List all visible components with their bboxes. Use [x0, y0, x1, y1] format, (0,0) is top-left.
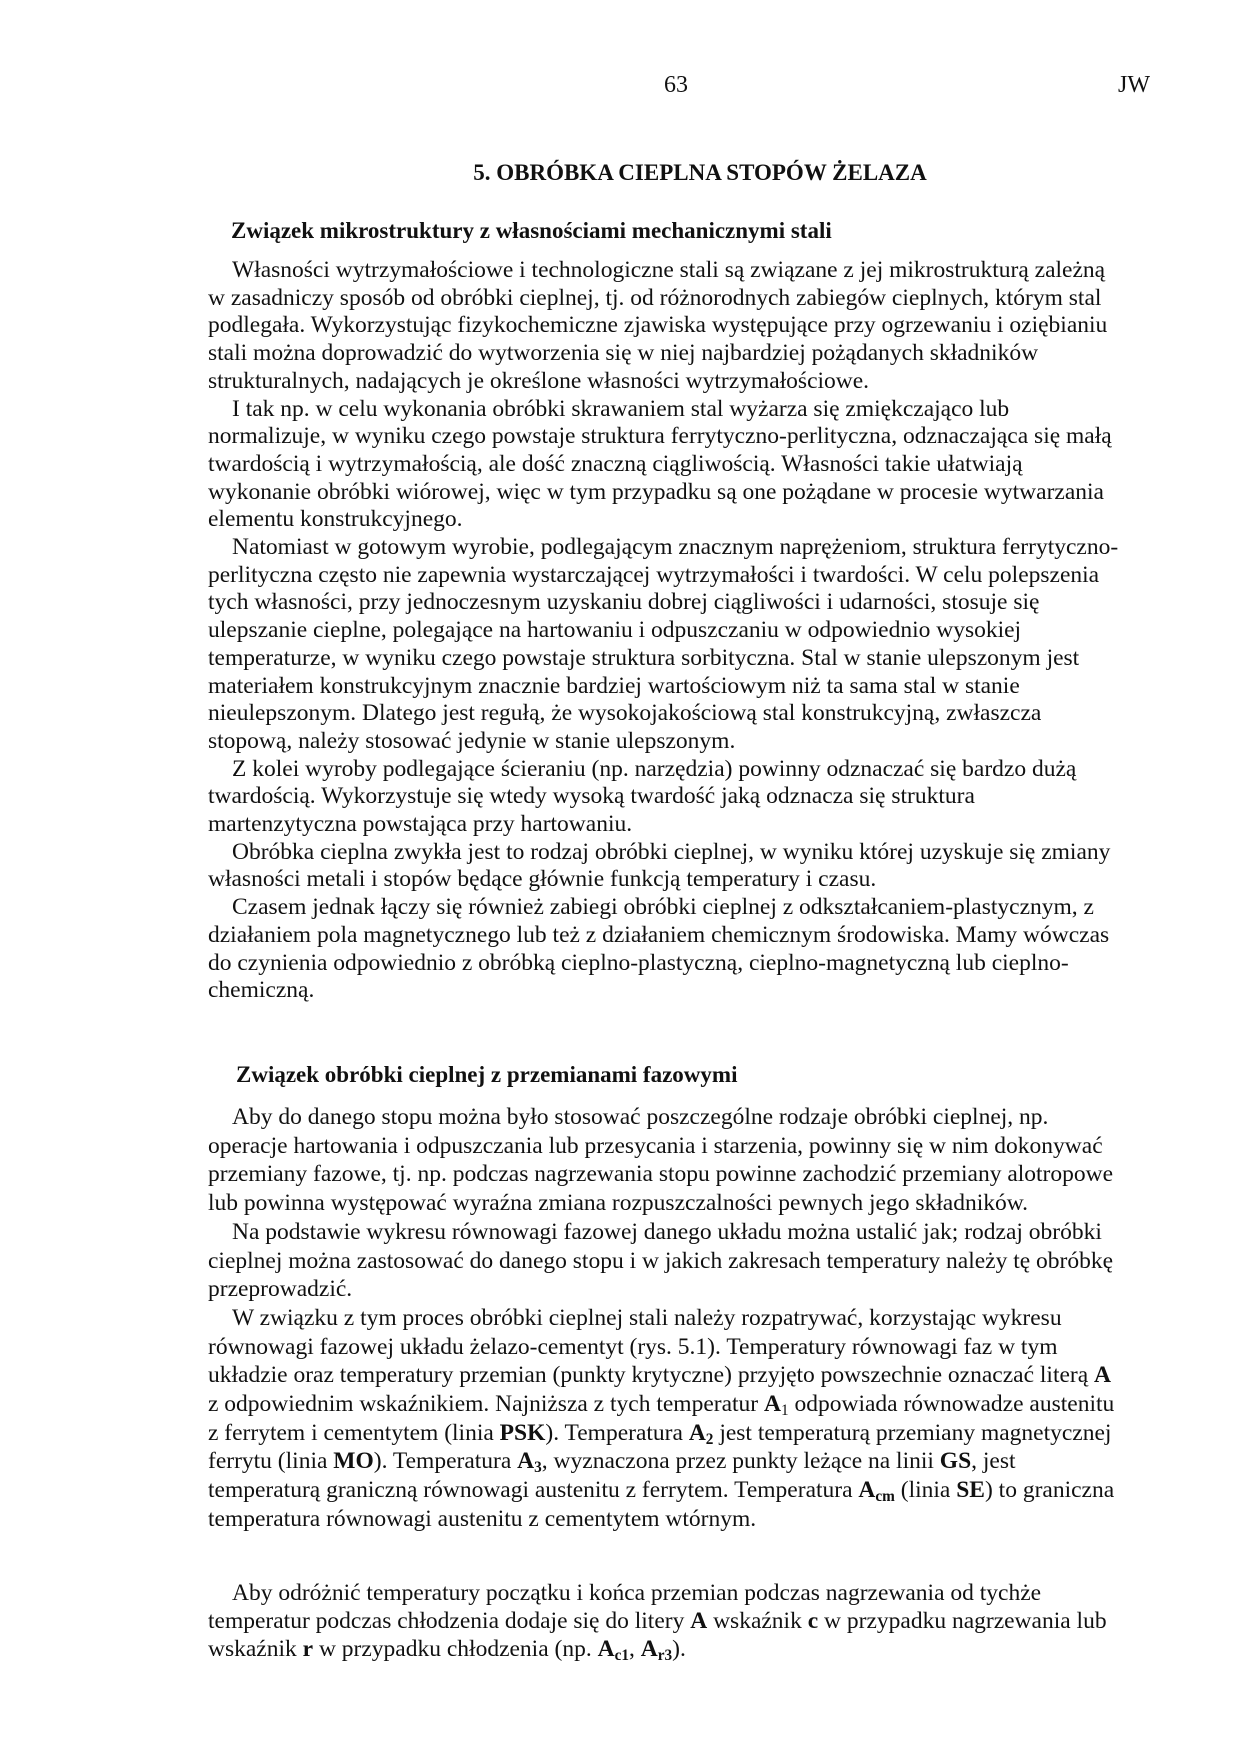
- text-line: tych własności, przy jednoczesnym uzyskaniu dobrej ciągliwości i udarności, stosuje się: [208, 589, 1040, 616]
- subscript: 3: [534, 1459, 542, 1477]
- text-line: Czasem jednak łączy się również zabiegi obróbki cieplnej z odkształcaniem-plastycznym, z: [232, 894, 1094, 921]
- text-line: ulepszanie cieplne, polegające na hartowaniu i odpuszczaniu w odpowiednio wysokiej: [208, 617, 1022, 644]
- text-line: Na podstawie wykresu równowagi fazowej danego układu można ustalić jak; rodzaj obróbki: [232, 1218, 1102, 1245]
- bold-term: A: [763, 1391, 781, 1418]
- text-run: ).: [672, 1636, 686, 1662]
- text-line: [208, 1607, 1107, 1635]
- text-line: [208, 1361, 1114, 1390]
- bold-term: MO: [333, 1448, 374, 1475]
- bold-term: c: [807, 1608, 819, 1634]
- section-body: [208, 1103, 1114, 1534]
- text-run: jest temperaturą przemiany magnetycznej: [713, 1419, 1112, 1446]
- bold-term: A: [1094, 1362, 1112, 1389]
- text-line: elementu konstrukcyjnego.: [208, 506, 463, 533]
- chapter-title: 5. OBRÓBKA CIEPLNA STOPÓW ŻELAZA: [473, 160, 927, 185]
- bold-term: r: [302, 1636, 314, 1662]
- bold-term: GS: [939, 1448, 972, 1475]
- text-line: równowagi fazowej układu żelazo-cementyt (rys. 5.1). Temperatury równowagi faz w tym: [208, 1333, 1058, 1360]
- text-line: chemiczną.: [208, 977, 315, 1004]
- text-line: W związku z tym proces obróbki cieplnej stali należy rozpatrywać, korzystając wykresu: [232, 1304, 1062, 1331]
- text-line: martenzytyczna powstająca przy hartowaniu.: [208, 811, 633, 838]
- subscript: r3: [657, 1646, 673, 1664]
- bold-term: PSK: [499, 1419, 546, 1446]
- text-line: Natomiast w gotowym wyrobie, podlegającym znacznym naprężeniom, struktura ferrytyczno-: [232, 534, 1119, 561]
- bold-term: A: [690, 1608, 708, 1634]
- text-line: przemiany fazowe, tj. np. podczas nagrzewania stopu powinne zachodzić przemiany alotropowe: [208, 1161, 1114, 1188]
- text-run: ). Temperatura: [545, 1419, 689, 1446]
- text-run: odpowiada równowadze austenitu: [788, 1391, 1115, 1418]
- text-line: stopową, należy stosować jedynie w stanie ulepszonym.: [208, 727, 736, 754]
- text-line: działaniem pola magnetycznego lub też z działaniem chemicznym środowiska. Mamy wówczas: [208, 921, 1110, 948]
- text-line: cieplnej można zastosować do danego stopu i w jakich zakresach temperatury należy tę obróbkę: [208, 1247, 1114, 1274]
- text-line: I tak np. w celu wykonania obróbki skrawaniem stal wyżarza się zmiękczająco lub: [232, 395, 1010, 422]
- text-line: Z kolei wyroby podlegające ścieraniu (np. narzędzia) powinny odznaczać się bardzo dużą: [232, 755, 1077, 782]
- text-line: Własności wytrzymałościowe i technologiczne stali są związane z jej mikrostrukturą zależną: [232, 257, 1106, 283]
- text-run: wskaźnik: [707, 1608, 808, 1634]
- text-line: [208, 1476, 1114, 1505]
- subscript: 2: [705, 1430, 714, 1448]
- text-line: [208, 1390, 1114, 1419]
- page-number: 63: [664, 72, 688, 98]
- text-line: lub powinna występować wyraźna zmiana rozpuszczalności pewnych jego składników.: [208, 1190, 1029, 1217]
- text-run: temperatur podczas chłodzenia dodaje się do litery: [208, 1608, 691, 1634]
- text-line: [208, 1419, 1114, 1448]
- text-line: strukturalnych, nadających je określone własności wytrzymałościowe.: [208, 367, 870, 394]
- text-line: własności metali i stopów będące głównie funkcją temperatury i czasu.: [208, 866, 877, 893]
- text-line: twardością i wytrzymałością, ale dość znaczną ciągliwością. Własności takie ułatwiają: [208, 450, 1023, 477]
- text-run: w przypadku chłodzenia (np.: [313, 1636, 598, 1662]
- text-run: , wyznaczona przez punkty leżące na linii: [541, 1448, 940, 1475]
- text-line: wykonanie obróbki wiórowej, więc w tym przypadku są one pożądane w procesie wytwarzania: [208, 478, 1104, 505]
- text-line: twardością. Wykorzystuje się wtedy wysoką twardość jaką odznacza się struktura: [208, 783, 975, 810]
- text-line: materiałem konstrukcyjnym znacznie bardziej wartościowym niż ta sama stal w stanie: [208, 672, 1020, 699]
- text-run: układzie oraz temperatury przemian (punkty krytyczne) przyjęto powszechnie oznaczać literą: [208, 1362, 1095, 1389]
- text-line: temperaturze, w wyniku czego powstaje struktura sorbityczna. Stal w stanie ulepszonym jest: [208, 644, 1080, 671]
- text-line: [208, 1447, 1114, 1476]
- bold-term: A: [858, 1477, 876, 1504]
- text-line: nieulepszonym. Dlatego jest regułą, że wysokojakościową stal konstrukcyjną, zwłaszcza: [208, 700, 1042, 727]
- bold-term: A: [517, 1448, 535, 1475]
- subscript: cm: [875, 1487, 895, 1505]
- subscript: c1: [614, 1646, 629, 1664]
- text-line: w zasadniczy sposób od obróbki cieplnej, tj. od różnorodnych zabiegów cieplnych, którym stal: [208, 284, 1102, 311]
- text-line: temperatura równowagi austenitu z cementytem wtórnym.: [208, 1505, 757, 1532]
- subscript: 1: [780, 1401, 789, 1419]
- text-line: Obróbka cieplna zwykła jest to rodzaj obróbki cieplnej, w wyniku której uzyskuje się zmiany: [232, 838, 1111, 865]
- text-line: perlityczna często nie zapewnia wystarczającej wytrzymałości i twardości. W celu polepszenia: [208, 561, 1100, 588]
- text-line: normalizuje, w wyniku czego powstaje struktura ferrytyczno-perlityczna, odznaczająca się małą: [208, 423, 1112, 450]
- section-heading: Związek obróbki cieplnej z przemianami fazowymi: [236, 1062, 738, 1087]
- text-line: stali można doprowadzić do wytworzenia się w niej najbardziej pożądanych składników: [208, 340, 1039, 367]
- text-run: temperaturą graniczną równowagi austenitu z ferrytem. Temperatura: [208, 1477, 859, 1504]
- text-run: w przypadku nagrzewania lub: [818, 1608, 1107, 1634]
- text-line: przeprowadzić.: [208, 1276, 353, 1303]
- text-line: operacje hartowania i odpuszczania lub przesycania i starzenia, powinny się w nim dokonywać: [208, 1132, 1103, 1159]
- text-run: ,: [629, 1636, 641, 1662]
- text-run: ). Temperatura: [373, 1448, 518, 1475]
- text-run: ) to graniczna: [984, 1477, 1115, 1504]
- bold-term: SE: [956, 1477, 985, 1504]
- bold-term: A: [640, 1636, 658, 1662]
- text-line: [208, 1635, 1107, 1663]
- text-run: wskaźnik: [208, 1636, 303, 1662]
- text-line: Aby odróżnić temperatury początku i końca przemian podczas nagrzewania od tychże: [232, 1580, 1042, 1606]
- text-line: podlegała. Wykorzystując fizykochemiczne zjawiska występujące przy ogrzewaniu i oziębianiu: [208, 312, 1108, 339]
- text-run: , jest: [971, 1448, 1016, 1475]
- text-run: ferrytu (linia: [208, 1448, 334, 1475]
- bold-term: A: [688, 1419, 706, 1446]
- text-line: Aby do danego stopu można było stosować poszczególne rodzaje obróbki cieplnej, np.: [232, 1104, 1049, 1130]
- text-line: do czynienia odpowiednio z obróbką cieplno-plastyczną, cieplno-magnetyczną lub cieplno-: [208, 949, 1069, 976]
- section-heading: Związek mikrostruktury z własnościami mechanicznymi stali: [231, 218, 832, 243]
- author-initials: JW: [1118, 72, 1150, 98]
- text-run: z ferrytem i cementytem (linia: [208, 1419, 500, 1446]
- section-body: [208, 257, 1118, 1005]
- bold-term: A: [597, 1636, 615, 1662]
- section-body: [208, 1579, 1107, 1663]
- text-run: (linia: [894, 1477, 957, 1504]
- text-run: z odpowiednim wskaźnikiem. Najniższa z tych temperatur: [208, 1391, 764, 1418]
